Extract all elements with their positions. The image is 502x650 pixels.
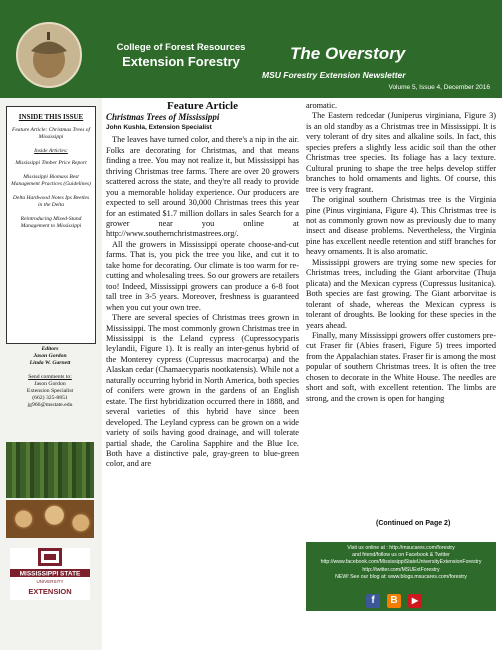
toc-subheading: Inside Articles: xyxy=(34,148,68,154)
editors-label: Editors xyxy=(41,346,59,352)
blog-icon[interactable]: B xyxy=(387,594,401,608)
section-title: Feature Article xyxy=(167,100,238,112)
social-icons xyxy=(366,590,425,608)
article-paragraph: All the growers in Mississippi operate choose-and-cut farms. That is, you pick the tree you like, and cut it to take home for decorating. Our climate is too warm for re-cutting and wholesaling trees. So our growers are retailers too! Indeed, Mississippi growers can produce a 6-8 foot tall tree in 3-5 years. Moreover, freshness is guaranteed when you cut your own tree. xyxy=(106,239,299,312)
toc-item[interactable]: Reintroducing Mixed-Stand Management to Mississippi xyxy=(20,216,82,229)
article-paragraph: There are several species of Christmas trees grown in Mississippi. The most commonly grown Christmas tree in Mississippi is the Leland cypress (Cupressocyparis leylandii, Figure 1). It is really an inter-genus hybrid of the Monterey cypress (Cupressus macrocarpa) and the Alaskan cedar (Chamaecyparis nootkatensis). While not a naturally occurring hybrid in North America, both species of conifers were grown in the gardens of an English estate. The first hybridization occurred there in 1888, and several varieties of this hybrid have since been developed. The Leyland cypress can be grown on a wide variety of soils having good drainage, and will tolerate partial shade, the Carolina Sapphire and the Blue Ice. Both have a distinctive pale, gray-green to blue-green color, and are xyxy=(106,313,299,469)
article-author: John Kushla, Extension Specialist xyxy=(106,123,212,131)
contact-name: Jason Gordon xyxy=(34,380,66,387)
article-paragraph: Finally, many Mississippi growers offer customers pre-cut Fraser fir (Abies fraseri, Figure 5) trees imported from the Appalachian states. Fraser fir is among the most popular of southern Christmas trees. It is often the tree chosen to decorate in the White House. The needles are short and soft, with excellent retention. The limbs are strong, and the crown is open for hanging xyxy=(306,330,496,403)
footer-twitter-link[interactable]: http://twitter.com/MSUExtForestry xyxy=(362,566,440,573)
acorn-photo-icon xyxy=(16,22,82,88)
editors-block xyxy=(6,346,94,410)
editor-name: Jason Gordon xyxy=(33,353,67,360)
toc-item[interactable]: Mississippi Biomass Best Management Practices (Guidelines) xyxy=(11,174,91,187)
college-name: College of Forest Resources xyxy=(116,42,246,53)
contact-title: Extension Specialist xyxy=(26,388,74,395)
newsletter-title: The Overstory xyxy=(290,44,406,63)
toc-item[interactable]: Mississippi Timber Price Report xyxy=(15,160,87,166)
inside-heading: INSIDE THIS ISSUE xyxy=(18,113,84,121)
toc-item[interactable]: Delta Hardwood Notes Ips Beetles in the Delta xyxy=(12,195,90,208)
footer-facebook-link[interactable]: http://www.facebook.com/MississippiStateUniversityExtensionForestry xyxy=(320,559,482,566)
contact-phone: (662) 325-8851 xyxy=(32,395,68,402)
msu-logo-line3: EXTENSION xyxy=(28,587,72,596)
footer-follow-text: and friend/follow us on Facebook & Twitter xyxy=(352,552,450,559)
msu-extension-logo xyxy=(10,548,90,600)
article-paragraph: The leaves have turned color, and there's a nip in the air. Folks are decorating for Christmas, and that means finding a tree. You may not realize it, but Mississippi has thriving Christmas tree farms. There are over 20 growers scattered across the state, and they're all ready to provide you a memorable holiday experience. Our producers are expected to sell around 30,000 Christmas trees this year for an estimated $1.7 million dollars in sales Search for a grower near you online at http://www.southernchristmastrees.org/. xyxy=(106,135,299,239)
inside-this-issue-box xyxy=(6,106,96,344)
forest-photo xyxy=(6,442,94,498)
article-column-2 xyxy=(306,101,496,404)
msu-logo-line2: UNIVERSITY xyxy=(36,579,64,584)
log-ends-photo xyxy=(6,500,94,538)
article-column-1 xyxy=(106,101,299,470)
article-headline: Christmas Trees of Mississippi xyxy=(106,112,220,123)
facebook-icon[interactable]: f xyxy=(366,594,380,608)
toc-item[interactable]: Feature Article: Christmas Trees of Mississippi xyxy=(11,127,90,140)
contact-email[interactable]: jg966@msstate.edu xyxy=(27,402,73,409)
msu-logo-line1: MISSISSIPPI STATE xyxy=(19,570,81,578)
issue-info: Volume 5, Issue 4, December 2016 xyxy=(388,84,490,91)
editor-name: Linda W. Garnett xyxy=(29,360,71,367)
send-comments-label: Send comments to: xyxy=(28,373,72,380)
youtube-icon[interactable]: ▶ xyxy=(408,594,422,608)
article-paragraph: Mississippi growers are trying some new species for Christmas trees, including the Giant arborvitae (Thuja plicata) and the Mexican cypress (Cupressus lusitanica). Both species are fast growing. The Giant arborvitae is tolerant of shade, whereas the Mexican cypress is tolerant of droughts. Be looking for these species in the years ahead. xyxy=(306,257,496,330)
article-paragraph: The Eastern redcedar (Juniperus virginiana, Figure 3) is an old standby as a Christmas tree in Mississippi. It is very tolerant of dry sites and alkaline soils. In fact, this species prefers a slightly less acidic soil than the other Christmas tree species. Its foliage has a lacy texture. Cultural pruning to shape the tree helps develop stiffer branches to hold ornaments and lights. Of course, this tree is very fragrant. xyxy=(306,111,496,194)
department-name: Extension Forestry xyxy=(122,54,240,69)
article-paragraph: aromatic. xyxy=(306,101,338,110)
continued-note: (Continued on Page 2) xyxy=(376,520,451,527)
footer-website-link[interactable]: Visit us online at : http://msucares.com/forestry xyxy=(347,545,455,551)
newsletter-subtitle: MSU Forestry Extension Newsletter xyxy=(262,70,406,80)
article-paragraph: The original southern Christmas tree is the Virginia pine (Pinus virginiana, Figure 4). This Christmas tree is not as commonly grown now as previously due to many insect and disease problems. Nevertheless, the Virginia pine has excellent needle retention and stiff branches for heavy ornaments. It is also aromatic. xyxy=(306,195,496,257)
footer-blog-link[interactable]: NEW! See our blog at: www.blogs.msucares.com/forestry xyxy=(335,573,467,580)
